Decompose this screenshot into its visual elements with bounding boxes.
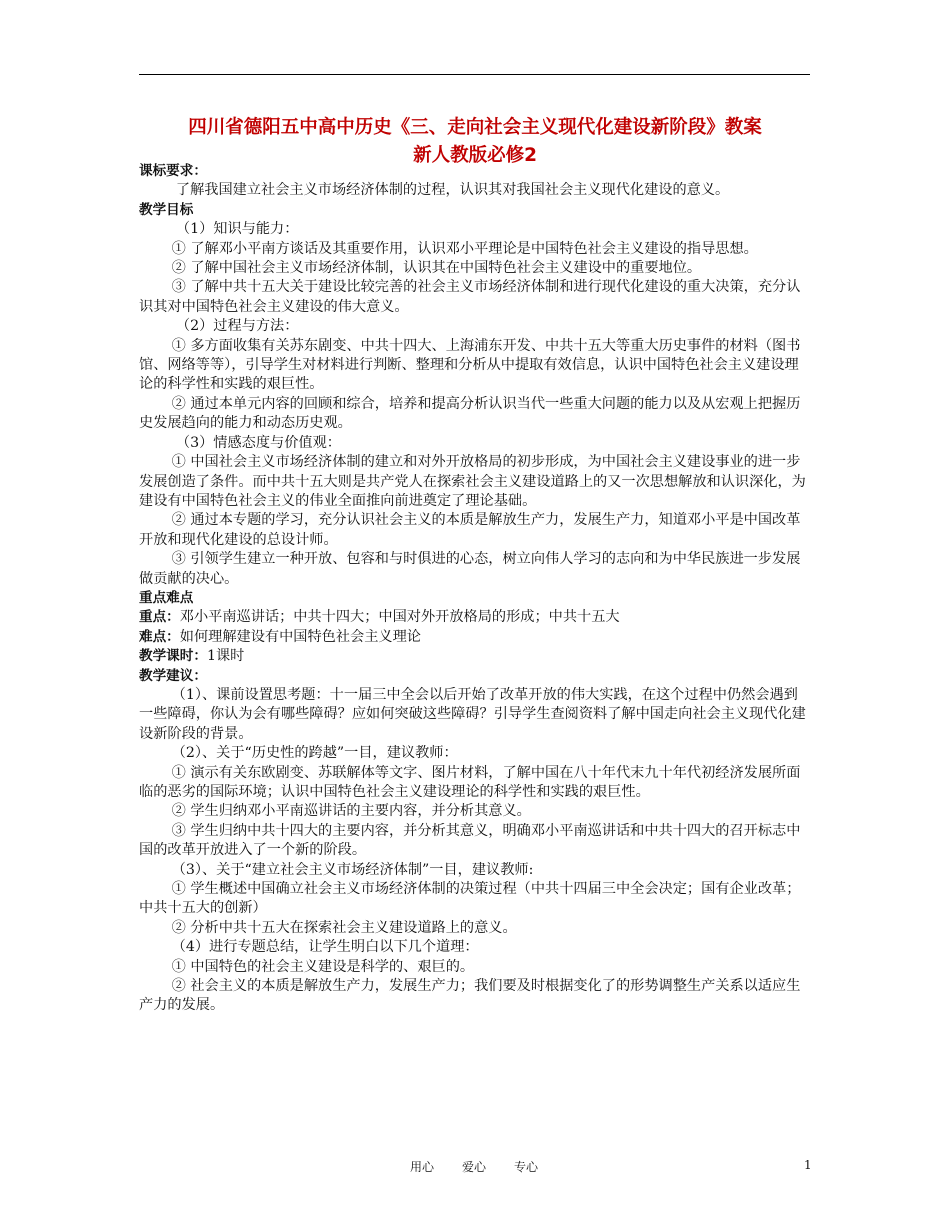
difficulty-line [139, 628, 810, 647]
key-point-text: 邓小平南巡讲话；中共十四大；中国对外开放格局的形成；中共十五大 [179, 609, 620, 626]
document-body [139, 162, 810, 1016]
objective-subheading: （3）情感态度与价值观： [175, 434, 341, 451]
key-point-label: 重点： [139, 609, 180, 626]
objective-item: ③ 了解中共十五大关于建设比较完善的社会主义市场经济体制和进行现代化建设的重大决策，充分认识其对中国特色社会主义建设的伟大意义。 [139, 279, 801, 315]
page-number: 1 [804, 1158, 812, 1172]
suggestion-item: ① 演示有关东欧剧变、苏联解体等文字、图片材料，了解中国在八十年代末九十年代初经济发展所面临的恶劣的国际环境；认识中国特色社会主义建设理论的科学性和实践的艰巨性。 [139, 764, 801, 800]
class-hours-label: 教学课时： [139, 648, 207, 665]
section-heading-key-points: 重点难点 [139, 589, 194, 606]
curriculum-text: 了解我国建立社会主义市场经济体制的过程，认识其对我国社会主义现代化建设的意义。 [175, 182, 730, 199]
objective-item: ① 中国社会主义市场经济体制的建立和对外开放格局的初步形成，为中国社会主义建设事业的进一步发展创造了条件。而中共十五大则是共产党人在探索社会主义建设道路上的又一次思想解放和认识深化，为建设有中国特色社会主义的伟业全面推向前进奠定了理论基础。 [139, 454, 806, 509]
suggestion-item: ② 学生归纳邓小平南巡讲话的主要内容，并分析其意义。 [171, 803, 531, 820]
suggestion-paragraph: （1）、课前设置思考题：十一届三中全会以后开始了改革开放的伟大实践，在这个过程中仍然会遇到一些障碍，你认为会有哪些障碍？应如何突破这些障碍？引导学生查阅资料了解中国走向社会主义现代化建设新阶段的背景。 [139, 686, 806, 742]
title-line-2: 新人教版必修2 [413, 145, 537, 166]
header-rule [139, 74, 810, 75]
suggestion-subheading: （2）、关于“历史性的跨越”一目，建议教师： [171, 745, 458, 762]
section-heading-curriculum: 课标要求： [139, 163, 207, 179]
objective-item: ③ 引领学生建立一种开放、包容和与时俱进的心态，树立向伟人学习的志向和为中华民族进一步发展做贡献的决心。 [139, 551, 801, 587]
difficulty-text: 如何理解建设有中国特色社会主义理论 [179, 628, 421, 645]
footer-motto-1: 用心 [410, 1160, 435, 1174]
section-heading-suggestions: 教学建议： [139, 667, 207, 684]
suggestion-subheading: （3）、关于“建立社会主义市场经济体制”一目，建议教师: [171, 861, 534, 878]
suggestion-item: ① 学生概述中国确立社会主义市场经济体制的决策过程（中共十四届三中全会决定；国有企业改革；中共十五大的创新） [139, 881, 801, 917]
footer-motto-3: 专心 [514, 1160, 539, 1174]
suggestion-item: ③ 学生归纳中共十四大的主要内容，并分析其意义，明确邓小平南巡讲话和中共十四大的召开标志中国的改革开放进入了一个新的阶段。 [139, 822, 801, 859]
suggestion-item: ② 分析中共十五大在探索社会主义建设道路上的意义。 [171, 919, 517, 936]
title-line-1: 四川省德阳五中高中历史《三、走向社会主义现代化建设新阶段》教案 [188, 117, 762, 138]
class-hours-text: 1课时 [206, 648, 245, 665]
page-footer [0, 1158, 950, 1178]
objective-item: ① 了解邓小平南方谈话及其重要作用，认识邓小平理论是中国特色社会主义建设的指导思想。 [171, 240, 758, 257]
suggestion-subheading: （4）进行专题总结，让学生明白以下几个道理： [171, 939, 479, 956]
footer-motto-2: 爱心 [462, 1160, 487, 1174]
suggestion-item: ② 社会主义的本质是解放生产力，发展生产力；我们要及时根据变化了的形势调整生产关系以适应生产力的发展。 [139, 978, 801, 1014]
objective-item: ② 通过本单元内容的回顾和综合，培养和提高分析认识当代一些重大问题的能力以及从宏观上把握历史发展趋向的能力和动态历史观。 [139, 395, 801, 432]
objective-item: ② 了解中国社会主义市场经济体制，认识其在中国特色社会主义建设中的重要地位。 [171, 260, 702, 277]
objective-item: ② 通过本专题的学习，充分认识社会主义的本质是解放生产力，发展生产力，知道邓小平是中国改革开放和现代化建设的总设计师。 [139, 512, 801, 548]
section-heading-objectives: 教学目标 [139, 201, 194, 218]
objective-subheading: （1）知识与能力： [175, 221, 299, 238]
objective-item: ① 多方面收集有关苏东剧变、中共十四大、上海浦东开发、中共十五大等重大历史事件的材料（图书馆、网络等等），引导学生对材料进行判断、整理和分析从中提取有效信息，认识中国特色社会主义建设理论的科学性和实践的艰巨性。 [139, 337, 801, 393]
difficulty-label: 难点： [139, 628, 180, 645]
footer-motto [410, 1158, 566, 1175]
key-point-line [139, 608, 810, 627]
objective-subheading: （2）过程与方法： [175, 318, 299, 335]
suggestion-item: ① 中国特色的社会主义建设是科学的、艰巨的。 [171, 958, 475, 975]
class-hours-line [139, 647, 810, 666]
